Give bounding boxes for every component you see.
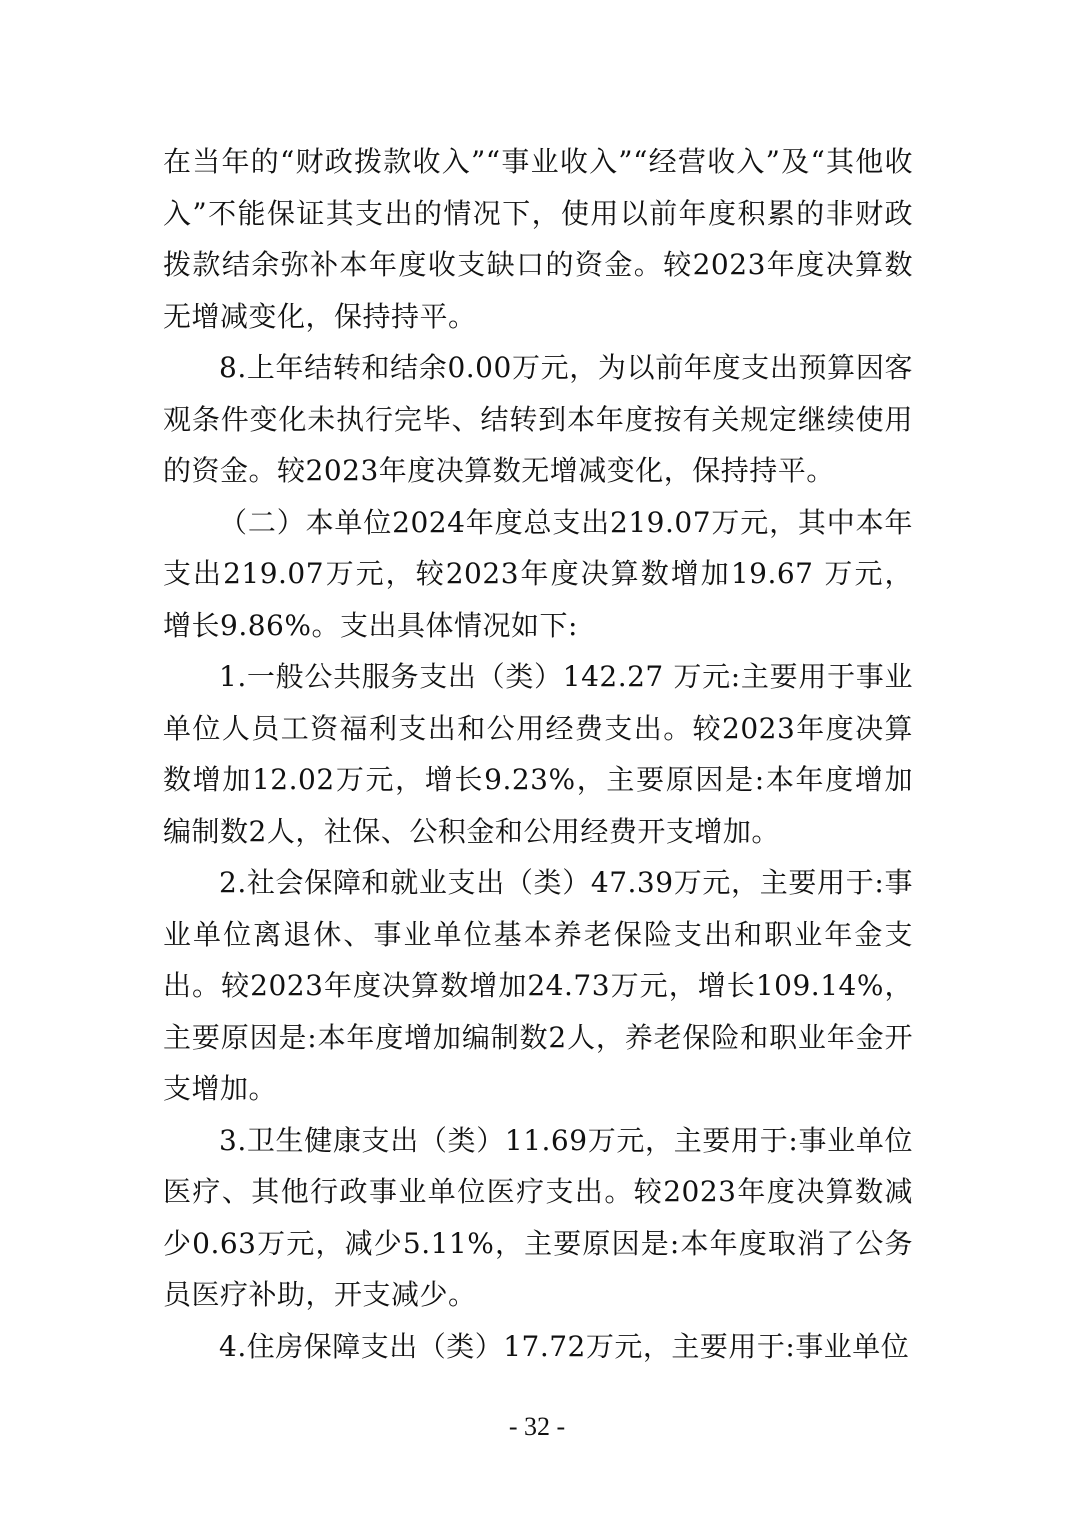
paragraph-total-expenditure: （二）本单位2024年度总支出219.07万元，其中本年支出219.07万元，较2023年度决算数增加19.67 万元，增长9.86%。支出具体情况如下: — [163, 505, 913, 642]
paragraph-item-3-health: 3.卫生健康支出（类）11.69万元，主要用于:事业单位医疗、其他行政事业单位医疗支出。较2023年度决算数减少0.63万元，减少5.11%，主要原因是:本年度取消了公务员医疗补助，开支减少。 — [163, 1123, 913, 1311]
page-number: - 32 - — [508, 1412, 566, 1441]
paragraph-item-1-general-public-services: 1.一般公共服务支出（类）142.27 万元:主要用于事业单位人员工资福利支出和公用经费支出。较2023年度决算数增加12.02万元，增长9.23%，主要原因是:本年度增加编制数2人，社保、公积金和公用经费开支增加。 — [163, 660, 913, 848]
paragraph-item-8-carryover: 8.上年结转和结余0.00万元，为以前年度支出预算因客观条件变化未执行完毕、结转到本年度按有关规定继续使用的资金。较2023年度决算数无增减变化，保持持平。 — [163, 351, 913, 487]
paragraph-item-4-housing: 4.住房保障支出（类）17.72万元，主要用于:事业单位 — [219, 1329, 910, 1363]
paragraph-item-2-social-security: 2.社会保障和就业支出（类）47.39万元，主要用于:事业单位离退休、事业单位基本养老保险支出和职业年金支出。较2023年度决算数增加24.73万元，增长109.14%，主要原因是:本年度增加编制数2人，养老保险和职业年金开支增加。 — [163, 866, 913, 1105]
paragraph-continuation: 在当年的“财政拨款收入”“事业收入”“经营收入”及“其他收入”不能保证其支出的情况下，使用以前年度积累的非财政拨款结余弥补本年度收支缺口的资金。较2023年度决算数无增减变化，保持持平。 — [163, 145, 913, 333]
document-body — [163, 136, 913, 1372]
